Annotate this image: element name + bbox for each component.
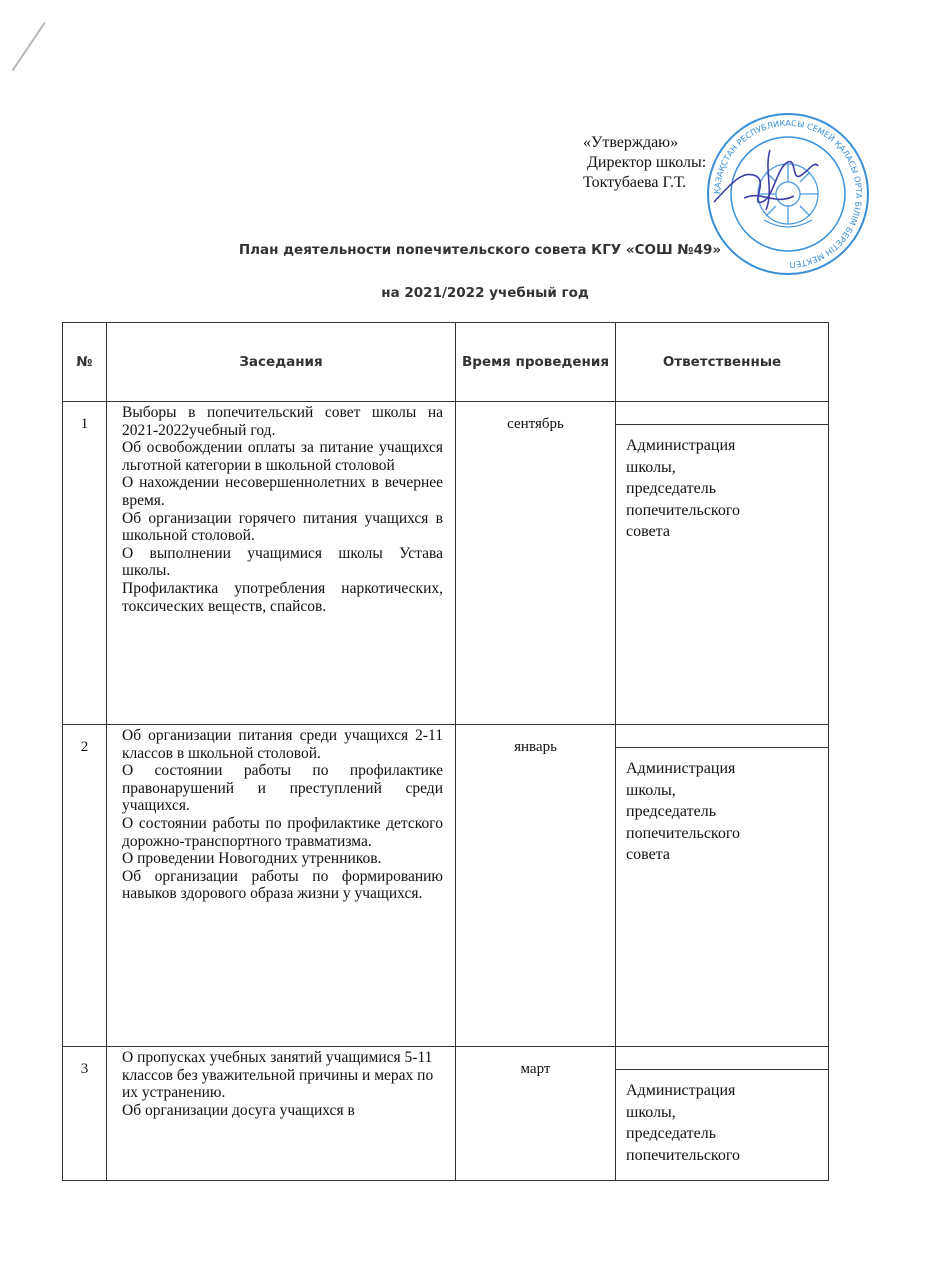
responsible-line: совета <box>626 523 670 540</box>
meeting-item: Об освобождении оплаты за питание учащихся льготной категории в школьной столовой <box>122 439 443 474</box>
header-time: Время проведения <box>456 323 616 402</box>
meeting-item: Об организации питания среди учащихся 2-11 классов в школьной столовой. <box>122 727 443 762</box>
row-meetings <box>107 1047 456 1181</box>
responsible-line: школы, <box>626 781 676 799</box>
row-responsible <box>616 402 829 725</box>
meeting-item: Профилактика употребления наркотических, токсических веществ, спайсов. <box>122 579 443 615</box>
responsible-line: Администрация <box>626 437 736 454</box>
header-num: № <box>63 323 107 402</box>
row-meetings <box>107 725 456 1047</box>
responsible-line: председатель <box>626 480 716 497</box>
meeting-item: Об организации досуга учащихся в <box>122 1101 355 1119</box>
meeting-item: Об организации горячего питания учащихся в школьной столовой. <box>122 509 443 545</box>
meeting-item: О состоянии работы по профилактике детского дорожно-транспортного травматизма. <box>122 814 443 850</box>
responsible-line: Администрация <box>626 760 736 777</box>
meeting-item: О выполнении учащимися школы Устава школы. <box>122 544 443 580</box>
row-time: январь <box>456 725 616 1047</box>
responsible-line: попечительского <box>626 1146 741 1164</box>
meeting-item: Об организации работы по формированию навыков здорового образа жизни у учащихся. <box>122 867 443 903</box>
plan-table <box>62 322 829 1181</box>
table-row <box>63 725 829 1047</box>
meeting-item: О состоянии работы по профилактике правонарушений и преступлений среди учащихся. <box>122 762 443 815</box>
document-title: План деятельности попечительского совета КГУ «СОШ №49» <box>238 242 722 258</box>
row-responsible <box>616 1047 829 1181</box>
row-time: март <box>456 1047 616 1181</box>
meeting-item: О проведении Новогодних утренников. <box>122 850 382 868</box>
document-subtitle: на 2021/2022 учебный год <box>381 285 589 301</box>
approval-line-1: «Утверждаю» <box>583 134 679 151</box>
approval-line-2: Директор школы: <box>587 154 707 171</box>
stamp-text: ҚАЗАҚСТАН РЕСПУБЛИКАСЫ СЕМЕЙ ҚАЛАСЫ ОРТА БІЛІМ БЕРЕТІН МЕКТЕП <box>711 117 865 271</box>
scan-mark <box>12 22 46 71</box>
row-number: 3 <box>63 1047 107 1181</box>
table-row <box>63 402 829 725</box>
responsible-line: совета <box>626 846 670 863</box>
responsible-line: школы, <box>626 1103 676 1121</box>
responsible-line: попечительского <box>626 824 741 842</box>
meeting-item: О нахождении несовершеннолетних в вечернее время. <box>122 474 443 509</box>
table-header-row <box>63 323 829 402</box>
header-responsible: Ответственные <box>616 323 829 402</box>
row-number: 2 <box>63 725 107 1047</box>
responsible-line: школы, <box>626 458 676 476</box>
table-row <box>63 1047 829 1181</box>
responsible-line: попечительского <box>626 501 741 519</box>
row-time: сентябрь <box>456 402 616 725</box>
row-number: 1 <box>63 402 107 725</box>
responsible-line: Администрация <box>626 1082 736 1099</box>
meeting-item: Выборы в попечительский совет школы на 2021-2022учебный год. <box>122 404 443 439</box>
responsible-line: председатель <box>626 1125 716 1142</box>
row-responsible <box>616 725 829 1047</box>
responsible-line: председатель <box>626 803 716 820</box>
meeting-item: О пропусках учебных занятий учащимися 5-11 классов без уважительной причины и мерах по их устранению. <box>122 1049 434 1102</box>
approval-line-3: Токтубаева Г.Т. <box>583 174 687 191</box>
header-meetings: Заседания <box>107 323 456 402</box>
approval-block <box>583 133 783 193</box>
row-meetings <box>107 402 456 725</box>
